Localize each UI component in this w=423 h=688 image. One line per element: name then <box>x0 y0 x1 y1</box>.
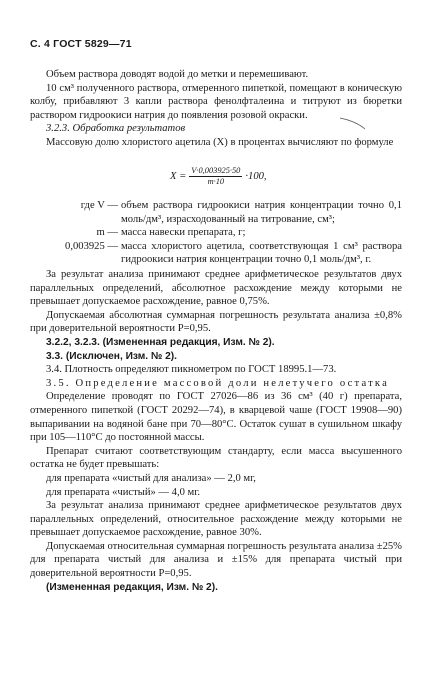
amendment-note: (Измененная редакция, Изм. № 2). <box>46 581 218 593</box>
definitions-list <box>30 199 402 267</box>
formula <box>170 166 267 187</box>
definition-term: где V — <box>80 200 118 211</box>
paragraph: Определение проводят по ГОСТ 27026—86 из 36 см³ (40 г) препарата, отмеренного пипеткой (ГОСТ 20292—74), в кварцевой чаше (ГОСТ 19908—90) выпаривании на водяной бане при 70—80°С. Остаток сушат в сушильном шкафу при 105—110°С до постоянной массы. <box>30 391 402 444</box>
definition-item <box>30 199 402 226</box>
definition-item <box>30 226 402 240</box>
definition-term: 0,003925 — <box>65 240 118 252</box>
text-block-top <box>30 68 402 150</box>
list-item: для препарата «чистый для анализа» — 2,0 мг, <box>46 472 256 484</box>
text-block-main <box>30 268 402 594</box>
paragraph: Допускаемая абсолютная суммарная погрешность результата анализа ±0,8% при доверительной вероятности P=0,95. <box>30 309 402 335</box>
paragraph: За результат анализа принимают среднее арифметическое результатов двух параллельных определений, абсолютное расхождение между которыми не превышает допускаемое расхождение, равное 0,75%. <box>30 269 402 308</box>
paragraph: Массовую долю хлористого ацетила (X) в процентах вычисляют по формуле <box>46 136 394 148</box>
list-item: для препарата «чистый» — 4,0 мг. <box>46 486 201 498</box>
section-heading: 3.5. Определение массовой доли нелетучего остатка <box>46 377 389 389</box>
definition-item <box>30 240 402 267</box>
paragraph: За результат анализа принимают среднее арифметическое результатов двух параллельных определений, относительное расхождение между которыми не превышает допускаемое расхождение, равное 30%. <box>30 500 402 539</box>
definition-text: масса навески препарата, г; <box>121 227 246 239</box>
paragraph: Допускаемая относительная суммарная погрешность результата анализа ±25% для препарата чистый для анализа и ±15% для препарата чистый при доверительной вероятности P=0,95. <box>30 540 402 580</box>
definition-text: масса хлористого ацетила, соответствующая 1 см³ раствора гидроокиси натрия концентрации точно 0,1 моль/дм³, г. <box>121 240 402 266</box>
formula-lhs: X = <box>170 170 187 182</box>
section-heading: 3.2.3. Обработка результатов <box>46 123 186 135</box>
definition-term: m — <box>96 227 118 239</box>
formula-denominator: m·10 <box>207 177 225 186</box>
definition-text: объем раствора гидроокиси натрия концентрации точно 0,1 моль/дм³, израсходованный на титрование, см³; <box>121 200 402 225</box>
paragraph: 3.4. Плотность определяют пикнометром по ГОСТ 18995.1—73. <box>46 364 337 376</box>
page-header: С. 4 ГОСТ 5829—71 <box>30 38 132 50</box>
paragraph: 10 см³ полученного раствора, отмеренного пипеткой, помещают в коническую колбу, прибавляют 3 капли раствора фенолфталеина и титруют из бюретки раствором гидроокиси натрия до появления розовой окраски. <box>30 82 402 121</box>
formula-fraction <box>189 166 242 187</box>
formula-rhs: ·100, <box>245 170 267 182</box>
paragraph: Препарат считают соответствующим стандарту, если масса высушенного остатка не будет превышать: <box>30 445 402 471</box>
formula-numerator: V·0,003925·50 <box>191 166 241 175</box>
amendment-note: 3.3. (Исключен, Изм. № 2). <box>46 350 178 362</box>
paragraph: Объем раствора доводят водой до метки и перемешивают. <box>46 69 309 80</box>
amendment-note: 3.2.2, 3.2.3. (Измененная редакция, Изм. № 2). <box>46 336 275 348</box>
